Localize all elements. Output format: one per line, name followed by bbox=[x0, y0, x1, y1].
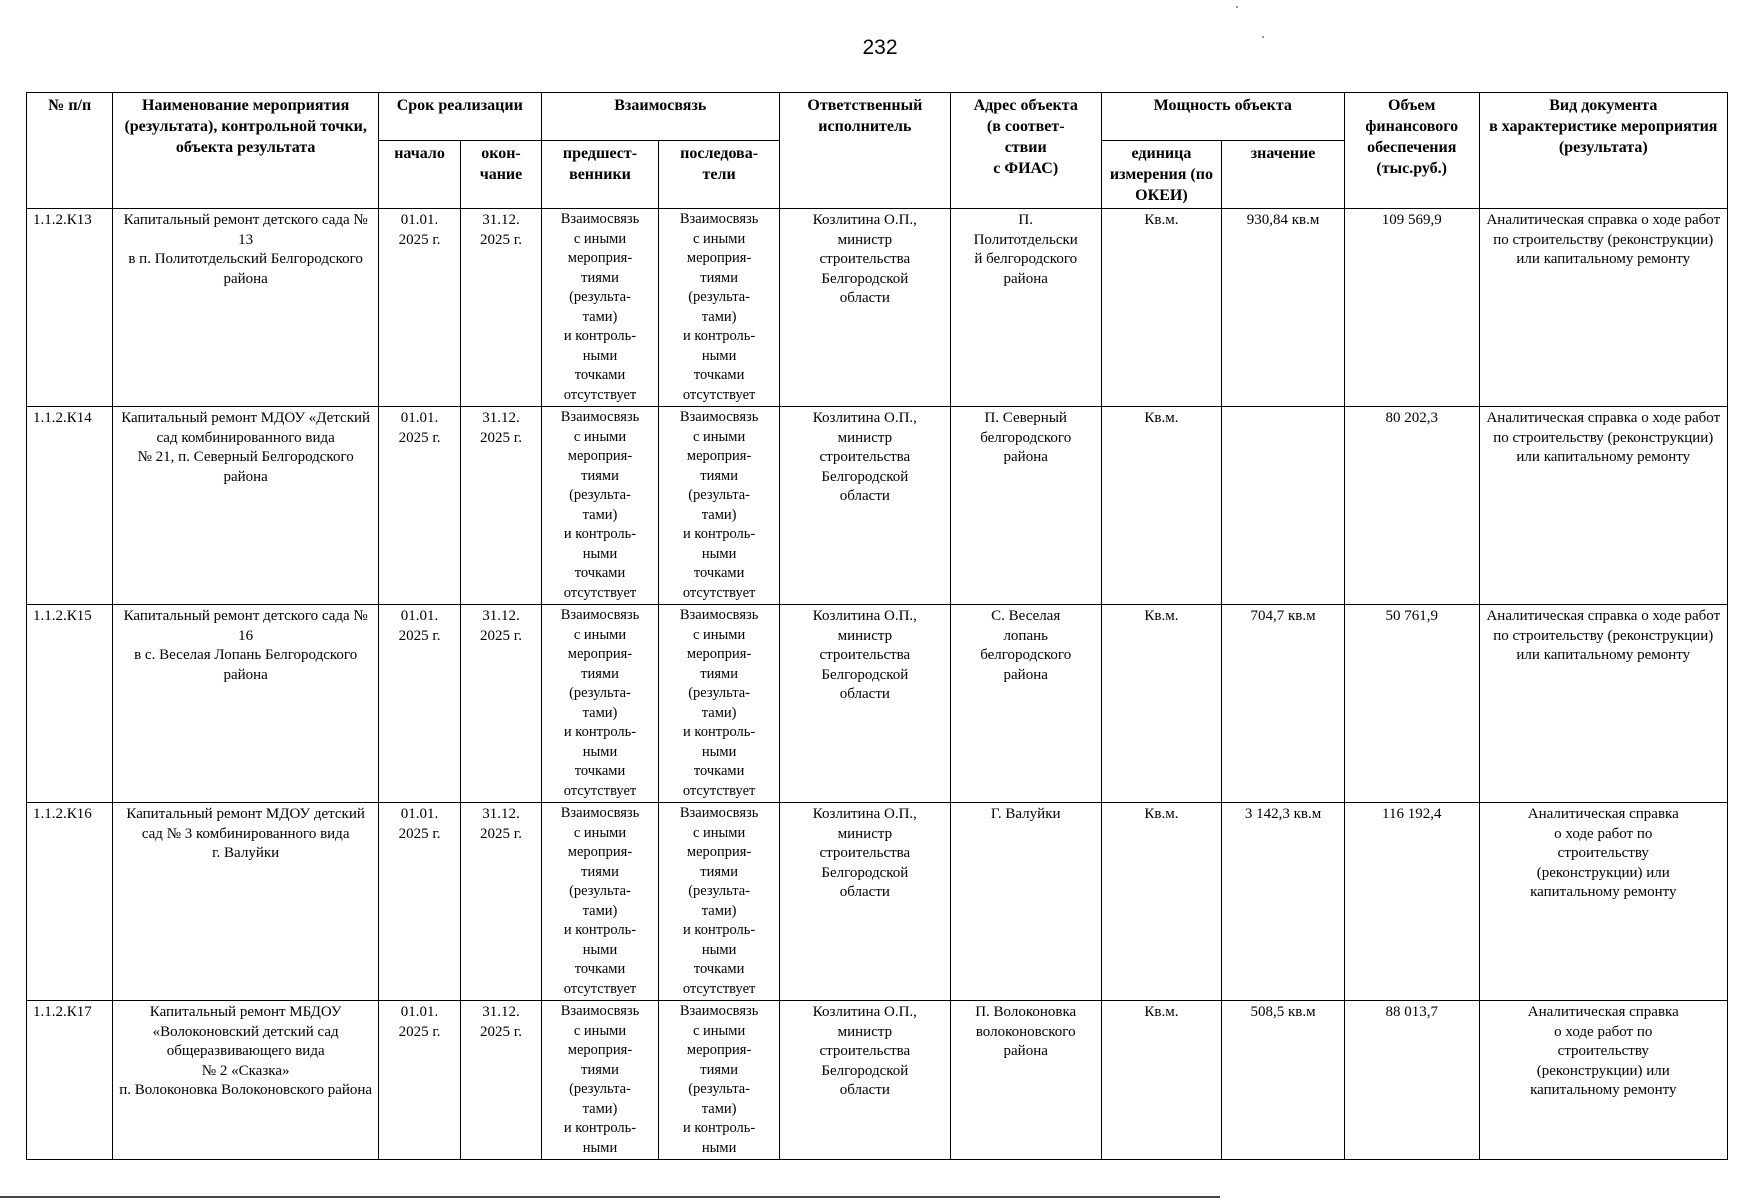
row-finance: 109 569,9 bbox=[1344, 209, 1479, 407]
header-relation: Взаимосвязь bbox=[541, 93, 779, 141]
row-finance: 116 192,4 bbox=[1344, 803, 1479, 1001]
row-next: Взаимосвязь с иными мероприя- тиями (результа- тами) и контроль- ными bbox=[659, 1001, 780, 1160]
row-start: 01.01. 2025 г. bbox=[378, 407, 460, 605]
row-doc: Аналитическая справка о ходе работ по строительству (реконструкции) или капитальному ремонту bbox=[1479, 209, 1727, 407]
row-doc: Аналитическая справка о ходе работ по строительству (реконструкции) или капитальному ремонту bbox=[1479, 1001, 1727, 1160]
row-prev: Взаимосвязь с иными мероприя- тиями (результа- тами) и контроль- ными точками отсутствует bbox=[541, 803, 659, 1001]
header-relation-prev: предшест- венники bbox=[541, 141, 659, 209]
row-start: 01.01. 2025 г. bbox=[378, 803, 460, 1001]
table-row bbox=[27, 1001, 1728, 1160]
row-name: Капитальный ремонт МБДОУ «Волоконовский детский сад общеразвивающего вида № 2 «Сказка» п. Волоконовка Волоконовского района bbox=[113, 1001, 378, 1160]
row-num: 1.1.2.К16 bbox=[27, 803, 113, 1001]
header-capacity: Мощность объекта bbox=[1101, 93, 1344, 141]
header-doc-type: Вид документа в характеристике мероприятия (результата) bbox=[1479, 93, 1727, 209]
row-end: 31.12. 2025 г. bbox=[461, 407, 541, 605]
header-num: № п/п bbox=[27, 93, 113, 209]
row-prev: Взаимосвязь с иными мероприя- тиями (результа- тами) и контроль- ными точками отсутствует bbox=[541, 209, 659, 407]
table-header-row bbox=[27, 93, 1728, 141]
row-value: 508,5 кв.м bbox=[1222, 1001, 1345, 1160]
row-responsible: Козлитина О.П., министр строительства Белгородской области bbox=[779, 209, 950, 407]
row-address: С. Веселая лопань белгородского района bbox=[950, 605, 1101, 803]
row-finance: 80 202,3 bbox=[1344, 407, 1479, 605]
row-prev: Взаимосвязь с иными мероприя- тиями (результа- тами) и контроль- ными точками отсутствует bbox=[541, 407, 659, 605]
header-capacity-value: значение bbox=[1222, 141, 1345, 209]
row-name: Капитальный ремонт МДОУ детский сад № 3 комбинированного вида г. Валуйки bbox=[113, 803, 378, 1001]
row-unit: Кв.м. bbox=[1101, 605, 1222, 803]
row-name: Капитальный ремонт детского сада № 16 в с. Веселая Лопань Белгородского района bbox=[113, 605, 378, 803]
row-doc: Аналитическая справка о ходе работ по строительству (реконструкции) или капитальному ремонту bbox=[1479, 407, 1727, 605]
scan-speck bbox=[1262, 36, 1264, 38]
row-unit: Кв.м. bbox=[1101, 209, 1222, 407]
header-responsible: Ответственный исполнитель bbox=[779, 93, 950, 209]
bottom-rule bbox=[0, 1196, 1220, 1198]
row-end: 31.12. 2025 г. bbox=[461, 605, 541, 803]
row-finance: 88 013,7 bbox=[1344, 1001, 1479, 1160]
row-next: Взаимосвязь с иными мероприя- тиями (результа- тами) и контроль- ными точками отсутствует bbox=[659, 803, 780, 1001]
row-end: 31.12. 2025 г. bbox=[461, 803, 541, 1001]
row-responsible: Козлитина О.П., министр строительства Белгородской области bbox=[779, 803, 950, 1001]
table-row bbox=[27, 209, 1728, 407]
row-start: 01.01. 2025 г. bbox=[378, 209, 460, 407]
row-address: П. Политотдельски й белгородского района bbox=[950, 209, 1101, 407]
row-unit: Кв.м. bbox=[1101, 803, 1222, 1001]
header-term-start: начало bbox=[378, 141, 460, 209]
row-name: Капитальный ремонт МДОУ «Детский сад комбинированного вида № 21, п. Северный Белгородского района bbox=[113, 407, 378, 605]
row-doc: Аналитическая справка о ходе работ по строительству (реконструкции) или капитальному ремонту bbox=[1479, 605, 1727, 803]
row-next: Взаимосвязь с иными мероприя- тиями (результа- тами) и контроль- ными точками отсутствует bbox=[659, 605, 780, 803]
row-value: 704,7 кв.м bbox=[1222, 605, 1345, 803]
row-unit: Кв.м. bbox=[1101, 1001, 1222, 1160]
header-name: Наименование мероприятия (результата), контрольной точки, объекта результата bbox=[113, 93, 378, 209]
scan-speck bbox=[1236, 6, 1238, 8]
page-number: 232 bbox=[862, 36, 898, 59]
row-address: П. Северный белгородского района bbox=[950, 407, 1101, 605]
row-start: 01.01. 2025 г. bbox=[378, 605, 460, 803]
header-address: Адрес объекта (в соответ- ствии с ФИАС) bbox=[950, 93, 1101, 209]
row-end: 31.12. 2025 г. bbox=[461, 1001, 541, 1160]
header-term: Срок реализации bbox=[378, 93, 541, 141]
row-value: 3 142,3 кв.м bbox=[1222, 803, 1345, 1001]
header-term-end: окон- чание bbox=[461, 141, 541, 209]
row-value: 930,84 кв.м bbox=[1222, 209, 1345, 407]
row-num: 1.1.2.К15 bbox=[27, 605, 113, 803]
row-address: П. Волоконовка волоконовского района bbox=[950, 1001, 1101, 1160]
row-address: Г. Валуйки bbox=[950, 803, 1101, 1001]
row-doc: Аналитическая справка о ходе работ по строительству (реконструкции) или капитальному ремонту bbox=[1479, 803, 1727, 1001]
row-next: Взаимосвязь с иными мероприя- тиями (результа- тами) и контроль- ными точками отсутствует bbox=[659, 407, 780, 605]
table-row bbox=[27, 605, 1728, 803]
header-relation-next: последова- тели bbox=[659, 141, 780, 209]
header-finance: Объем финансового обеспечения (тыс.руб.) bbox=[1344, 93, 1479, 209]
row-value bbox=[1222, 407, 1345, 605]
row-prev: Взаимосвязь с иными мероприя- тиями (результа- тами) и контроль- ными bbox=[541, 1001, 659, 1160]
row-responsible: Козлитина О.П., министр строительства Белгородской области bbox=[779, 407, 950, 605]
row-prev: Взаимосвязь с иными мероприя- тиями (результа- тами) и контроль- ными точками отсутствует bbox=[541, 605, 659, 803]
header-capacity-unit: единица измерения (по ОКЕИ) bbox=[1101, 141, 1222, 209]
row-responsible: Козлитина О.П., министр строительства Белгородской области bbox=[779, 605, 950, 803]
row-num: 1.1.2.К17 bbox=[27, 1001, 113, 1160]
row-unit: Кв.м. bbox=[1101, 407, 1222, 605]
results-table bbox=[26, 92, 1728, 1160]
row-start: 01.01. 2025 г. bbox=[378, 1001, 460, 1160]
row-responsible: Козлитина О.П., министр строительства Белгородской области bbox=[779, 1001, 950, 1160]
row-finance: 50 761,9 bbox=[1344, 605, 1479, 803]
table-row bbox=[27, 803, 1728, 1001]
row-num: 1.1.2.К13 bbox=[27, 209, 113, 407]
row-end: 31.12. 2025 г. bbox=[461, 209, 541, 407]
row-num: 1.1.2.К14 bbox=[27, 407, 113, 605]
table-row bbox=[27, 407, 1728, 605]
row-next: Взаимосвязь с иными мероприя- тиями (результа- тами) и контроль- ными точками отсутствует bbox=[659, 209, 780, 407]
row-name: Капитальный ремонт детского сада № 13 в п. Политотдельский Белгородского района bbox=[113, 209, 378, 407]
